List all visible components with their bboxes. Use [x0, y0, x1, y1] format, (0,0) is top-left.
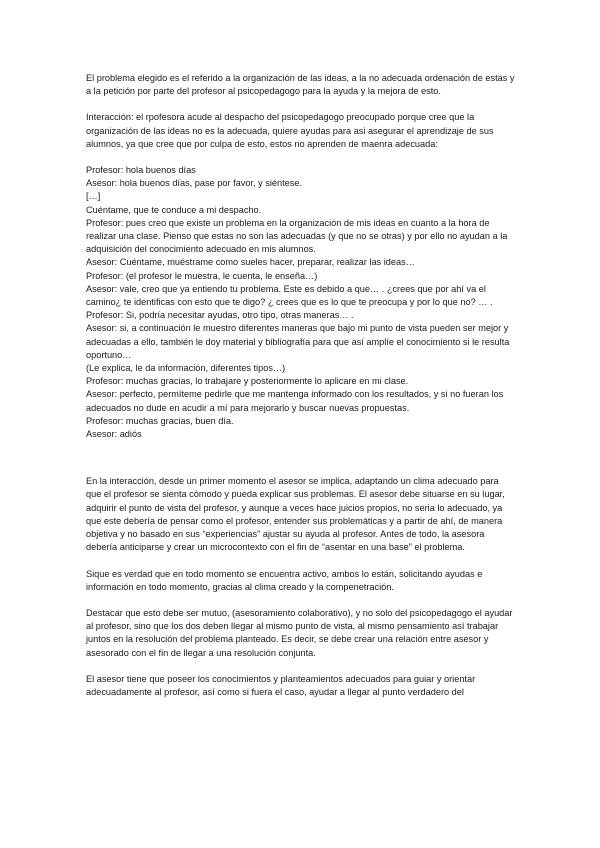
- analysis-paragraph: El asesor tiene que poseer los conocimientos y planteamientos adecuados para guiar y orientar adecuadamente al profesor, así como si fuera el caso, ayudar a llegar al punto verdadero del: [86, 673, 476, 697]
- analysis-paragraph: En la interacción, desde un primer momento el asesor se implica, adaptando un clima adecuado para que el profesor se sienta cómodo y pueda explicar sus problemas. El asesor debe situarse en su lugar, adquirir el punto de vista del profesor, y aunque a veces hace juicios propios, no seria lo adecuado, ya que este debería de pensar como el profesor, entender sus problemáticas y a partir de ahí, de manera objetiva y no basado en sus “experiencias” ajustar su ayuda al profesor. Antes de todo, la asesora debería anticiparse y crear un microcontexto con el fin de “asentar en una base” el problema.: [86, 476, 505, 553]
- dialogue-line: Asesor: hola buenos días, pase por favor, y siéntese.: [86, 178, 303, 189]
- dialogue-line: Profesor: muchas gracias, buen día.: [86, 415, 234, 426]
- analysis-paragraph: Destacar que esto debe ser mutuo, (asesoramiento colaborativo), y no solo del psicopedagogo el ayudar al profesor, sino que los dos deben llegar al mismo punto de vista, al mismo pensamiento así trabajar juntos en la resolución del problema planteado. Es decir, se debe crear una relación entre asesor y asesorado con el fin de llegar a una resolución conjunta.: [86, 607, 513, 658]
- dialogue-line: […]: [86, 191, 101, 202]
- dialogue-line: Asesor: adiós: [86, 429, 142, 440]
- dialogue-line: Profesor: (el profesor le muestra, le cuenta, le enseña…): [86, 270, 318, 281]
- dialogue-line: Profesor: pues creo que existe un problema en la organización de mis ideas en cuanto a la hora de realizar una clase. Pienso que estas no son las adecuadas (y que no se otras) y por ello no ayudan a la adquisición del conocimiento adecuado en mis alumnos.: [86, 217, 508, 255]
- dialogue-line: Profesor: Si, podría necesitar ayudas, otro tipo, otras maneras… .: [86, 310, 354, 321]
- analysis-paragraph: Sique es verdad que en todo momento se encuentra activo, ambos lo están, solicitando ayudas e información en todo momento, gracias al clima creado y la compenetración.: [86, 568, 483, 592]
- dialogue-line: Cuéntame, que te conduce a mi despacho.: [86, 204, 262, 215]
- interaction-intro-paragraph: Interacción: el rpofesora acude al despacho del psicopedagogo preocupado porque cree que la organización de las ideas no es la adecuada, quiere ayudas para asi asegurar el aprendizaje de sus alumnos, ya que cree que por culpa de esto, estos no aprenden de maenra adecuada:: [86, 112, 494, 149]
- dialogue-line: Profesor: hola buenos días: [86, 165, 196, 176]
- dialogue-line: (Le explica, le da información, diferentes tipos…): [86, 363, 286, 374]
- document-body: [86, 72, 516, 712]
- dialogue-line: Profesor: muchas gracias, lo trabajare y posteriormente lo aplicare en mi clase.: [86, 376, 409, 387]
- dialogue-line: Asesor: perfecto, permíteme pedirle que me mantenga informado con los resultados, y si no fueran los adecuados no dude en acudir a mí para mejorarlo y buscar nuevas propuestas.: [86, 389, 504, 413]
- dialogue-line: Asesor: si, a continuación le muestro diferentes maneras que bajo mi punto de vista pueden ser mejor y adecuadas a ello, también le doy material y bibliografía para que así amplíe el conocimiento si le resulta oportuno…: [86, 323, 510, 360]
- dialogue-line: Asesor: Cuéntame, muéstrame como sueles hacer, preparar, realizar las ideas…: [86, 257, 415, 268]
- dialogue-line: Asesor: vale, creo que ya entiendo tu problema. Este es debido a que… . ¿crees que por ahí va el camino¿ te identificas con esto que te digo? ¿ crees que es lo que te preocupa y por lo que no? … .: [86, 283, 493, 308]
- dialogue-block: [86, 164, 516, 441]
- intro-paragraph: El problema elegido es el referido a la organización de las ideas, a la no adecuada ordenación de estas y a la petición por parte del profesor al psicopedagogo para la ayuda y la mejora de esto.: [86, 73, 515, 97]
